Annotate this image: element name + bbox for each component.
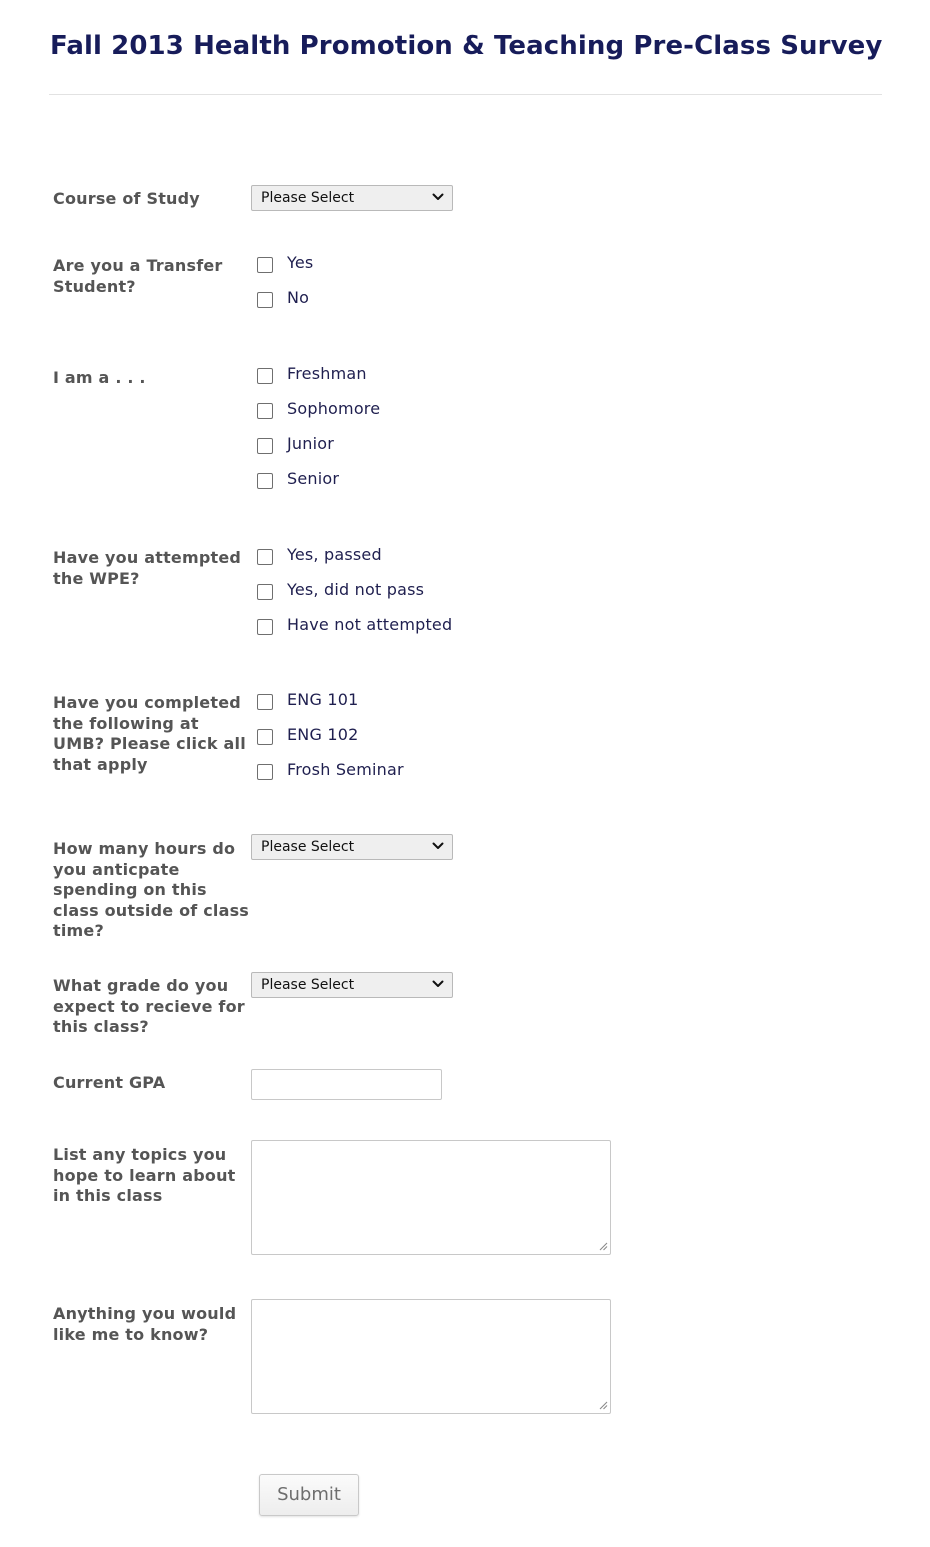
checkbox[interactable] [257,694,273,710]
anything-label: Anything you would like me to know? [53,1304,237,1344]
option-label: ENG 102 [287,725,359,744]
checkbox[interactable] [257,292,273,308]
completed-courses-label: Have you completed the following at UMB? Please click all that apply [53,693,246,774]
option-label: Junior [287,434,335,453]
course-of-study-select[interactable] [251,185,453,211]
option-label: Have not attempted [287,615,453,634]
anything-textarea[interactable] [251,1299,611,1414]
checkbox[interactable] [257,584,273,600]
checkbox[interactable] [257,403,273,419]
title-divider [49,94,882,95]
option-label: Yes [287,253,314,272]
hours-label: How many hours do you anticpate spending on this class outside of class time? [53,839,250,940]
grade-select[interactable] [251,972,453,998]
grade-selected: Please Select [261,977,355,993]
option-label: Yes, did not pass [287,580,425,599]
option-label: Sophomore [287,399,381,418]
class-year-label: I am a . . . [53,368,146,387]
resize-grip-icon[interactable] [598,1400,608,1410]
course-of-study-label: Course of Study [53,189,200,208]
option-label: Senior [287,469,340,488]
checkbox[interactable] [257,257,273,273]
checkbox[interactable] [257,473,273,489]
resize-grip-icon[interactable] [598,1241,608,1251]
gpa-label: Current GPA [53,1073,166,1092]
option-label: Yes, passed [287,545,382,564]
checkbox[interactable] [257,438,273,454]
topics-label: List any topics you hope to learn about in this class [53,1145,236,1205]
chevron-down-icon [432,978,444,990]
chevron-down-icon [432,840,444,852]
option-label: Freshman [287,364,367,383]
hours-select[interactable] [251,834,453,860]
gpa-input[interactable] [251,1069,442,1100]
checkbox[interactable] [257,619,273,635]
transfer-student-label: Are you a Transfer Student? [53,256,223,296]
form-title: Fall 2013 Health Promotion & Teaching Pre-Class Survey [50,31,883,61]
hours-selected: Please Select [261,839,355,855]
topics-textarea[interactable] [251,1140,611,1255]
checkbox[interactable] [257,549,273,565]
chevron-down-icon [432,191,444,203]
submit-button[interactable]: Submit [259,1474,359,1516]
option-label: ENG 101 [287,690,359,709]
wpe-label: Have you attempted the WPE? [53,548,242,588]
grade-label: What grade do you expect to recieve for this class? [53,976,245,1036]
option-label: Frosh Seminar [287,760,404,779]
option-label: No [287,288,310,307]
checkbox[interactable] [257,764,273,780]
course-of-study-selected: Please Select [261,190,355,206]
checkbox[interactable] [257,729,273,745]
checkbox[interactable] [257,368,273,384]
